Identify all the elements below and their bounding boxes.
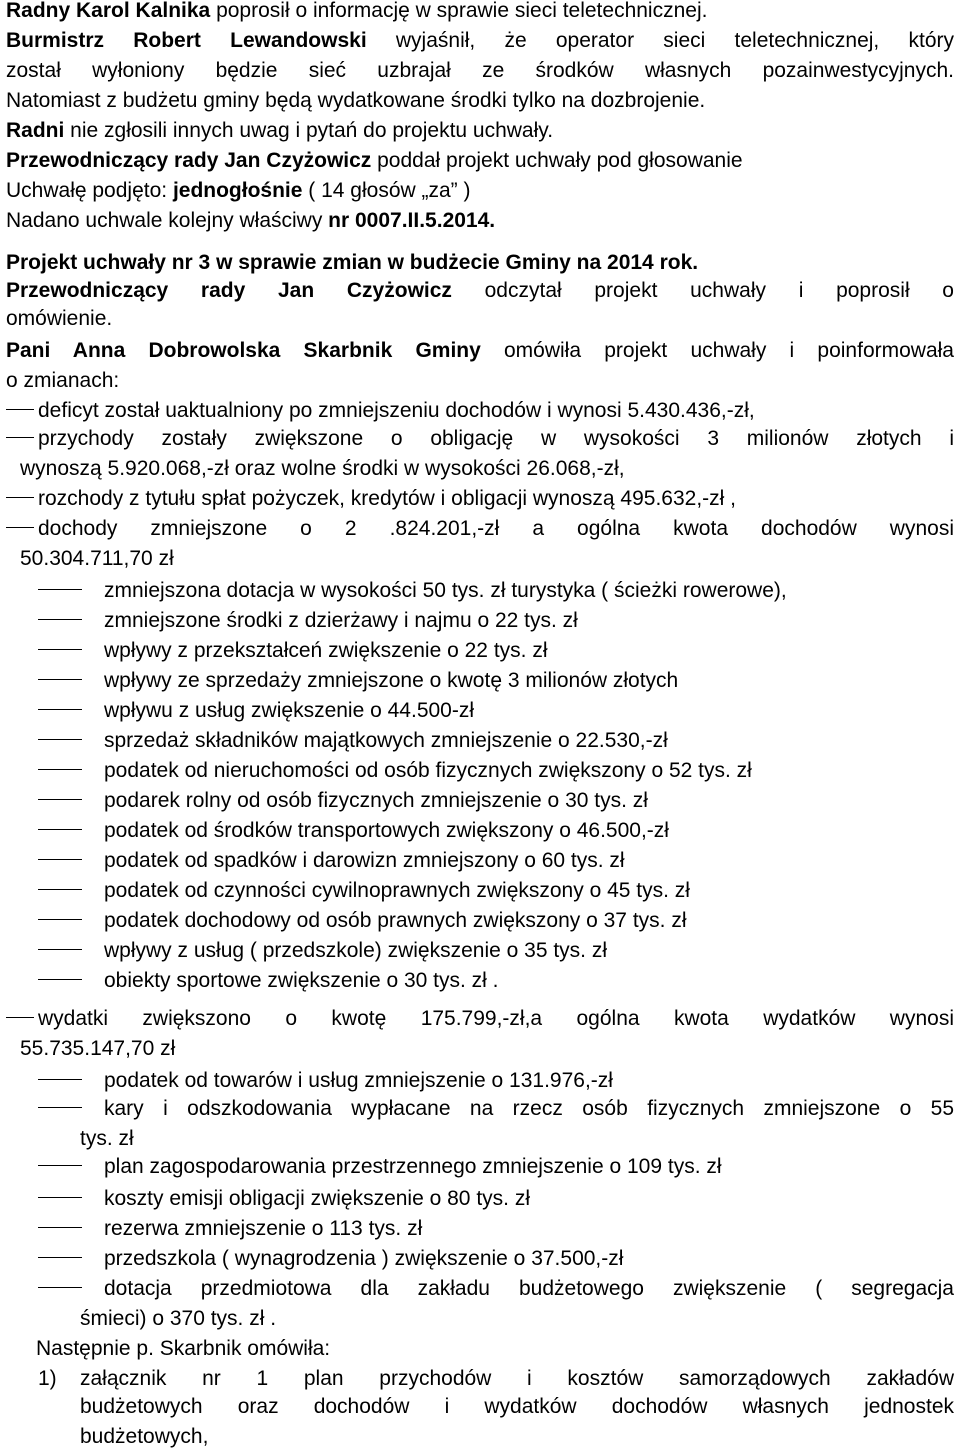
dash-bullet-icon (38, 769, 82, 770)
text-span: rozchody z tytułu spłat pożyczek, kredytów i obligacji wynoszą 495.632,-zł , (38, 487, 736, 510)
list-item (6, 424, 954, 454)
dash-bullet-icon (38, 979, 82, 980)
text-span: Nadano uchwale kolejny właściwy (6, 209, 329, 232)
sub-list-item (6, 1214, 954, 1244)
speaker-name: Burmistrz Robert Lewandowski (6, 29, 367, 52)
paragraph-line (6, 336, 954, 366)
sub-list-item (6, 966, 954, 996)
text-span: kary i odszkodowania wypłacane na rzecz osób fizycznych zmniejszone o 55 (104, 1097, 954, 1120)
dash-bullet-icon (38, 1165, 82, 1166)
paragraph-line (6, 0, 954, 26)
paragraph-line: Natomiast z budżetu gminy będą wydatkowane środki tylko na dozbrojenie. (6, 89, 706, 112)
text-span: przedszkola ( wynagrodzenia ) zwiększenie o 37.500,-zł (104, 1247, 624, 1270)
text-span: koszty emisji obligacji zwiększenie o 80 tys. zł (104, 1187, 530, 1210)
dash-bullet-icon (6, 527, 34, 528)
sub-list-item (6, 816, 954, 846)
numbered-item-continuation: budżetowych oraz dochodów i wydatków dochodów własnych jednostek (80, 1395, 954, 1418)
text-span: sprzedaż składników majątkowych zmniejszenie o 22.530,-zł (104, 729, 668, 752)
list-item (6, 484, 954, 514)
numbered-item-continuation: budżetowych, (80, 1425, 209, 1448)
paragraph-line (6, 26, 954, 56)
sub-list-item (6, 576, 954, 606)
text-span: podatek od nieruchomości od osób fizycznych zwiększony o 52 tys. zł (104, 759, 752, 782)
list-item (6, 514, 954, 544)
numbered-item-text: załącznik nr 1 plan przychodów i kosztów samorządowych zakładów (80, 1367, 954, 1390)
dash-bullet-icon (38, 649, 82, 650)
text-span: podarek rolny od osób fizycznych zmniejszenie o 30 tys. zł (104, 789, 648, 812)
text-span: Uchwałę podjęto: (6, 179, 173, 202)
text-span: zmniejszone środki z dzierżawy i najmu o 22 tys. zł (104, 609, 578, 632)
numbered-item (0, 1364, 960, 1394)
vote-result: jednogłośnie (172, 179, 303, 202)
sub-list-item (6, 906, 954, 936)
speaker-name: Radny Karol Kalnika (6, 0, 211, 22)
sub-list-item-continuation: tys. zł (80, 1127, 134, 1150)
speaker-name: Pani Anna Dobrowolska Skarbnik Gminy (6, 339, 481, 362)
paragraph-line: omówienie. (6, 307, 113, 330)
sub-list-item (6, 936, 954, 966)
sub-list-item (6, 666, 954, 696)
sub-list-item (6, 1094, 954, 1124)
text-span: obiekty sportowe zwiększenie o 30 tys. zł . (104, 969, 499, 992)
dash-bullet-icon (6, 437, 34, 438)
paragraph-line: Następnie p. Skarbnik omówiła: (36, 1337, 331, 1360)
text-span: podatek od środków transportowych zwiększony o 46.500,-zł (104, 819, 669, 842)
dash-bullet-icon (38, 1107, 82, 1108)
text-span: podatek od czynności cywilnoprawnych zwiększony o 45 tys. zł (104, 879, 690, 902)
text-span: podatek od spadków i darowizn zmniejszony o 60 tys. zł (104, 849, 625, 872)
text-span: wpływy z usług ( przedszkole) zwiększenie o 35 tys. zł (104, 939, 608, 962)
text-span: podatek od towarów i usług zmniejszenie o 131.976,-zł (104, 1069, 613, 1092)
dash-bullet-icon (38, 1287, 82, 1288)
paragraph-line (6, 116, 954, 146)
sub-list-item (6, 1152, 954, 1182)
text-span: wydatki zwiększono o kwotę 175.799,-zł,a ogólna kwota wydatków wynosi (38, 1007, 954, 1030)
dash-bullet-icon (6, 1017, 34, 1018)
text-span: wpływy ze sprzedaży zmniejszone o kwotę 3 milionów złotych (104, 669, 679, 692)
section-heading: Projekt uchwały nr 3 w sprawie zmian w budżecie Gminy na 2014 rok. (6, 251, 699, 274)
list-item (6, 1004, 954, 1034)
dash-bullet-icon (38, 859, 82, 860)
list-item-continuation: wynoszą 5.920.068,-zł oraz wolne środki w wysokości 26.068,-zł, (20, 457, 625, 480)
resolution-number: nr 0007.II.5.2014. (328, 209, 496, 232)
speaker-name: Radni (6, 119, 65, 142)
list-item (6, 396, 954, 426)
text-span: wpływu z usług zwiększenie o 44.500-zł (104, 699, 475, 722)
dash-bullet-icon (6, 409, 34, 410)
speaker-name: Przewodniczący rady Jan Czyżowicz (6, 279, 452, 302)
dash-bullet-icon (38, 1257, 82, 1258)
text-span: podatek dochodowy od osób prawnych zwiększony o 37 tys. zł (104, 909, 687, 932)
sub-list-item (6, 726, 954, 756)
paragraph-line (6, 176, 954, 206)
list-item-continuation: 50.304.711,70 zł (20, 547, 174, 570)
sub-list-item (6, 1244, 954, 1274)
text-span: dotacja przedmiotowa dla zakładu budżetowego zwiększenie ( segregacja (104, 1277, 954, 1300)
dash-bullet-icon (38, 889, 82, 890)
dash-bullet-icon (38, 739, 82, 740)
text-span: rezerwa zmniejszenie o 113 tys. zł (104, 1217, 423, 1240)
dash-bullet-icon (38, 1079, 82, 1080)
item-number: 1) (38, 1367, 57, 1390)
paragraph-line: został wyłoniony będzie sieć uzbrajał ze środków własnych pozainwestycyjnych. (6, 59, 954, 82)
dash-bullet-icon (38, 709, 82, 710)
text-span: nie zgłosili innych uwag i pytań do projektu uchwały. (64, 119, 554, 142)
sub-list-item (6, 636, 954, 666)
sub-list-item (6, 1066, 954, 1096)
sub-list-item (6, 1184, 954, 1214)
sub-list-item-continuation: śmieci) o 370 tys. zł . (80, 1307, 277, 1330)
dash-bullet-icon (38, 619, 82, 620)
dash-bullet-icon (38, 1227, 82, 1228)
text-span: poprosił o informację w sprawie sieci teletechnicznej. (210, 0, 708, 22)
dash-bullet-icon (38, 799, 82, 800)
dash-bullet-icon (38, 1197, 82, 1198)
sub-list-item (6, 846, 954, 876)
paragraph-line (6, 276, 954, 306)
sub-list-item (6, 756, 954, 786)
dash-bullet-icon (38, 589, 82, 590)
paragraph-line (6, 206, 954, 236)
text-span: dochody zmniejszone o 2 .824.201,-zł a ogólna kwota dochodów wynosi (38, 517, 954, 540)
paragraph-line (6, 146, 954, 176)
text-span: odczytał projekt uchwały i poprosił o (451, 279, 954, 302)
text-span: zmniejszona dotacja w wysokości 50 tys. zł turystyka ( ścieżki rowerowe), (104, 579, 787, 602)
text-span: plan zagospodarowania przestrzennego zmniejszenie o 109 tys. zł (104, 1155, 722, 1178)
text-span: poddał projekt uchwały pod głosowanie (371, 149, 743, 172)
sub-list-item (6, 1274, 954, 1304)
sub-list-item (6, 606, 954, 636)
text-span: wyjaśnił, że operator sieci teletechnicznej, który (366, 29, 954, 52)
text-span: deficyt został uaktualniony po zmniejszeniu dochodów i wynosi 5.430.436,-zł, (38, 399, 755, 422)
text-span: omówiła projekt uchwały i poinformowała (480, 339, 954, 362)
sub-list-item (6, 696, 954, 726)
text-span: wpływy z przekształceń zwiększenie o 22 tys. zł (104, 639, 548, 662)
dash-bullet-icon (6, 497, 34, 498)
text-span: przychody zostały zwiększone o obligację w wysokości 3 milionów złotych i (38, 427, 954, 450)
text-span: ( 14 głosów „za” ) (302, 179, 471, 202)
sub-list-item (6, 876, 954, 906)
dash-bullet-icon (38, 919, 82, 920)
paragraph-line: o zmianach: (6, 369, 120, 392)
dash-bullet-icon (38, 829, 82, 830)
dash-bullet-icon (38, 949, 82, 950)
sub-list-item (6, 786, 954, 816)
dash-bullet-icon (38, 679, 82, 680)
speaker-name: Przewodniczący rady Jan Czyżowicz (6, 149, 372, 172)
list-item-continuation: 55.735.147,70 zł (20, 1037, 176, 1060)
